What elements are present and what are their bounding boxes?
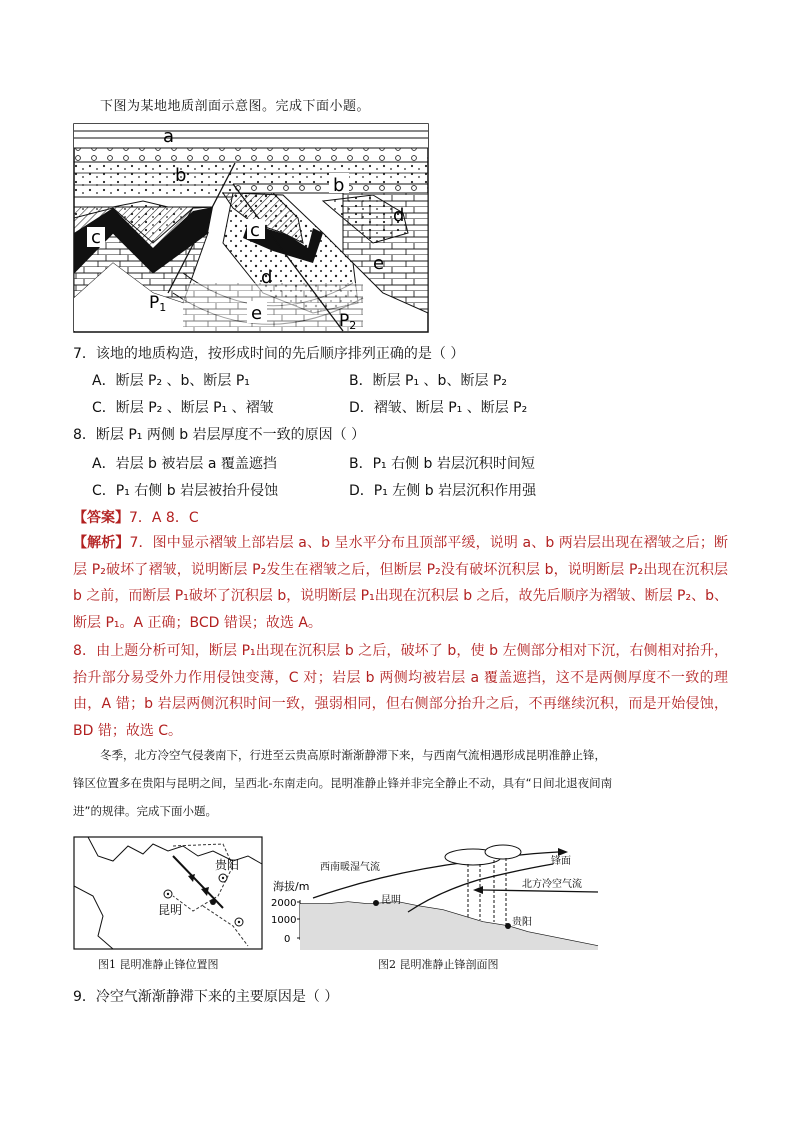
label-p1: P1: [149, 293, 167, 314]
label-front: 锋面: [551, 856, 571, 867]
answer-label: 【答案】: [73, 510, 129, 526]
map-kunming: 昆明: [158, 903, 183, 917]
q7-option-a: A．断层 P₂ 、b、断层 P₁: [92, 373, 250, 389]
geology-figure: [73, 123, 429, 333]
intro2-line3: 进”的规律。完成下面小题。: [73, 804, 217, 818]
intro-text: 下图为某地地质剖面示意图。完成下面小题。: [100, 99, 371, 114]
tick-1000: 1000: [271, 915, 297, 926]
analysis-8: 8．由上题分析可知，断层 P₁出现在沉积层 b 之后，破坏了 b，使 b 左侧部分相对下沉，右侧相对抬升，抬升部分易受外力作用侵蚀变薄，C 对；岩层 b 两侧均被岩层 a 覆盖遮挡，这不是两侧厚度不一致的理由，A 错；b 岩层两侧沉积时间一致，强弱相同，但右侧部分抬升之后，不再继续沉积，而是开始侵蚀，BD 错；故选 C。: [73, 643, 728, 739]
q8-option-b: B．P₁ 右侧 b 岩层沉积时间短: [349, 456, 535, 472]
q7-option-b: B．断层 P₁ 、b、断层 P₂: [349, 373, 507, 389]
analysis-label: 【解析】: [73, 535, 130, 551]
q7-option-c: C．断层 P₂ 、断层 P₁ 、褶皱: [92, 400, 274, 416]
label-c-center: c: [250, 220, 260, 241]
label-d-center: d: [261, 267, 273, 288]
q8-option-d: D．P₁ 左侧 b 岩层沉积作用强: [349, 483, 537, 499]
label-sw-flow: 西南暖湿气流: [320, 862, 380, 873]
label-b-left: b: [175, 165, 187, 186]
label-e-right: e: [373, 253, 385, 274]
caption-fig2: 图2 昆明准静止锋剖面图: [378, 958, 499, 971]
intro2-line2: 锋区位置多在贵阳与昆明之间，呈西北-东南走向。昆明准静止锋并非完全静止不动，具有“日间北退夜间南: [73, 776, 613, 790]
profile-guiyang: 贵阳: [512, 917, 532, 928]
caption-fig1: 图1 昆明准静止锋位置图: [98, 958, 219, 971]
profile-kunming: 昆明: [381, 895, 401, 906]
q8-option-c: C．P₁ 右侧 b 岩层被抬升侵蚀: [92, 483, 279, 499]
analysis-7: [73, 530, 728, 636]
question-9-stem: 9．冷空气渐渐静滞下来的主要原因是（ ）: [73, 989, 339, 1005]
label-a: a: [163, 126, 175, 147]
label-d-right: d: [393, 205, 405, 226]
analysis-7-text: 7．图中显示褶皱上部岩层 a、b 呈水平分布且顶部平缓，说明 a、b 两岩层出现在褶皱之后；断层 P₂破坏了褶皱，说明断层 P₂发生在褶皱之后，但断层 P₂没有破坏沉积层 b，说明断层 P₂出现在沉积层 b 之前，而断层 P₁破坏了沉积层 b，说明断层 P₁出现在沉积层 b 之后，故先后顺序为褶皱、断层 P₂、b、断层 P₁。A 正确；BCD 错误；故选 A。: [73, 535, 729, 631]
q8-option-a: A．岩层 b 被岩层 a 覆盖遮挡: [92, 456, 277, 472]
front-profile-chart: [268, 842, 618, 950]
tick-0: 0: [284, 934, 291, 945]
front-location-map: [73, 836, 263, 950]
label-cold-flow: 北方冷空气流: [522, 879, 582, 890]
label-e-bottom: e: [251, 303, 263, 324]
map-guiyang: 贵阳: [215, 858, 240, 872]
question-8-stem: 8．断层 P₁ 两侧 b 岩层厚度不一致的原因（ ）: [73, 427, 366, 443]
answer-line: [73, 507, 199, 527]
answer-text: 7．A 8．C: [129, 510, 199, 526]
label-b-right: b: [333, 175, 345, 196]
intro2-line1: 冬季，北方冷空气侵袭南下，行进至云贵高原时渐渐静滞下来，与西南气流相遇形成昆明准静止锋，: [100, 748, 606, 762]
question-7-stem: 7．该地的地质构造，按形成时间的先后顺序排列正确的是（ ）: [73, 346, 465, 362]
label-p2: P2: [339, 311, 357, 332]
label-c-left: c: [91, 227, 101, 248]
q7-option-d: D．褶皱、断层 P₁ 、断层 P₂: [349, 400, 528, 416]
tick-2000: 2000: [271, 898, 297, 909]
profile-y-title: 海拔/m: [273, 880, 310, 893]
